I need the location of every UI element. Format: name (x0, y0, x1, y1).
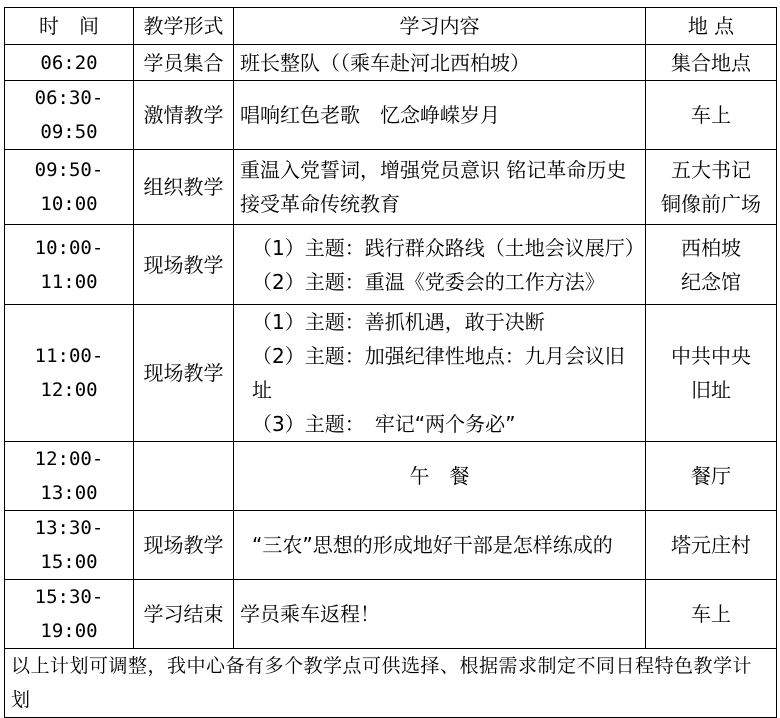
time-cell: 06:30-09:50 (5, 81, 134, 150)
place-line: 中共中央 (671, 344, 751, 368)
header-content: 学习内容 (234, 8, 646, 45)
table-row (5, 580, 777, 649)
footer-row (5, 649, 777, 718)
place-cell (646, 511, 777, 580)
content-cell (234, 305, 646, 442)
place-line: 纪念馆 (681, 269, 741, 294)
time-cell: 13:30-15:00 (5, 511, 134, 580)
table-row (5, 150, 777, 225)
place-line: 集合地点 (671, 50, 751, 75)
place-line: 旧址 (691, 378, 731, 402)
time-cell: 12:00-13:00 (5, 442, 134, 511)
place-cell (646, 150, 777, 225)
time-cell: 10:00-11:00 (5, 225, 134, 305)
time-cell: 09:50-10:00 (5, 150, 134, 225)
form-cell: 学员集合 (134, 45, 234, 81)
content-cell (234, 511, 646, 580)
content-line: “三农”思想的形成地好干部是怎样练成的 (252, 533, 613, 557)
content-line: （2）主题：加强纪律性地点：九月会议旧址 (252, 344, 625, 402)
content-cell (234, 225, 646, 305)
content-line: （1）主题：善抓机遇，敢于决断 (252, 310, 545, 334)
schedule-table (4, 7, 777, 718)
form-cell: 学习结束 (134, 580, 234, 649)
place-line: 西柏坡 (681, 235, 741, 260)
content-line: 接受革命传统教育 (240, 192, 400, 216)
time-cell: 11:00-12:00 (5, 305, 134, 442)
place-cell (646, 580, 777, 649)
content-line: 学员乘车返程！ (240, 602, 380, 626)
place-line: 塔元庄村 (671, 533, 751, 557)
content-line: （2）主题：重温《党委会的工作方法》 (252, 269, 605, 294)
content-cell (234, 442, 646, 511)
place-cell (646, 442, 777, 511)
form-cell: 现场教学 (134, 511, 234, 580)
header-place: 地 点 (646, 8, 777, 45)
form-cell: 现场教学 (134, 305, 234, 442)
place-line: 五大书记 (671, 158, 751, 182)
table-row (5, 225, 777, 305)
time-cell: 06:20 (5, 45, 134, 81)
place-line: 车上 (691, 602, 731, 626)
content-cell (234, 45, 646, 81)
table-row (5, 511, 777, 580)
place-line: 铜像前广场 (661, 192, 761, 216)
table-row (5, 45, 777, 81)
place-cell (646, 81, 777, 150)
content-line: （3）主题： 牢记“两个务必” (252, 412, 516, 436)
form-cell: 组织教学 (134, 150, 234, 225)
place-line: 餐厅 (691, 464, 731, 488)
table-row (5, 81, 777, 150)
header-form: 教学形式 (134, 8, 234, 45)
content-cell (234, 580, 646, 649)
content-line: 班长整队（（乘车赴河北西柏坡） (240, 50, 530, 75)
form-cell: 激情教学 (134, 81, 234, 150)
place-cell (646, 45, 777, 81)
time-cell: 15:30-19:00 (5, 580, 134, 649)
content-cell (234, 150, 646, 225)
form-cell: 现场教学 (134, 225, 234, 305)
header-time: 时 间 (5, 8, 134, 45)
content-line: 唱响红色老歌 忆念峥嵘岁月 (240, 103, 500, 127)
table-row (5, 305, 777, 442)
footer-note: 以上计划可调整，我中心备有多个教学点可供选择、根据需求制定不同日程特色教学计划 (5, 649, 777, 718)
form-cell (134, 442, 234, 511)
content-line: （1）主题：践行群众路线（土地会议展厅） (252, 235, 645, 260)
content-line: 午 餐 (409, 464, 470, 488)
place-line: 车上 (691, 103, 731, 127)
place-cell (646, 305, 777, 442)
place-cell (646, 225, 777, 305)
header-row (5, 8, 777, 45)
content-cell (234, 81, 646, 150)
content-line: 重温入党誓词，增强党员意识 铭记革命历史 (240, 158, 627, 182)
table-row (5, 442, 777, 511)
